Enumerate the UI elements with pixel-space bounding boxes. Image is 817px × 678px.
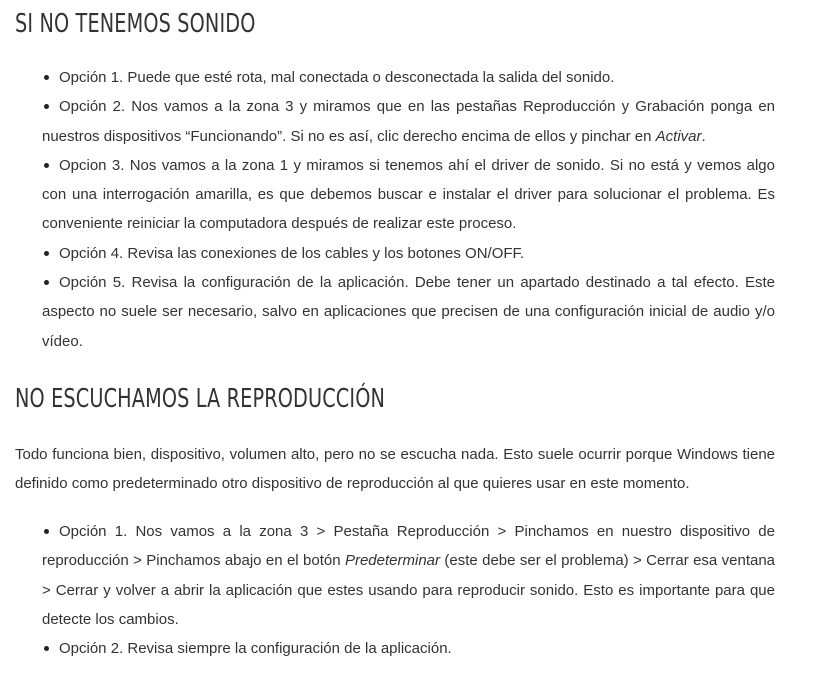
list-item bbox=[42, 517, 775, 634]
intro-paragraph: Todo funciona bien, dispositivo, volumen alto, pero no se escucha nada. Esto suele ocurrir porque Windows tiene definido como predeterminado otro dispositivo de reproducción al que quieres usar en este momento. bbox=[15, 446, 775, 493]
list-item bbox=[42, 268, 775, 356]
option-list-no-sound bbox=[42, 63, 775, 356]
list-item-text: Opción 1. Puede que esté rota, mal conectada o desconectada la salida del sonido. bbox=[59, 69, 615, 86]
list-item-text: Opción 2. Revisa siempre la configuración de la aplicación. bbox=[59, 640, 452, 658]
emphasis-text: Predeterminar bbox=[344, 552, 440, 570]
emphasis-text: Activar bbox=[655, 127, 702, 145]
list-item-text: Opción 1. Nos vamos a la zona 3 > Pestaña Reproducción > Pinchamos en nuestro dispositivo de reproducción > Pinchamos abajo en el botón bbox=[42, 523, 775, 570]
list-item-text: Opción 2. Nos vamos a la zona 3 y miramos que en las pestañas Reproducción y Grabación ponga en nuestros dispositivos “Funcionando”. Si no es así, clic derecho encima de ellos y pinchar en bbox=[42, 98, 775, 145]
bullet-icon bbox=[44, 251, 49, 256]
option-list-no-playback bbox=[42, 517, 775, 663]
section-heading-no-playback: NO ESCUCHAMOS LA REPRODUCCIÓN bbox=[15, 384, 386, 414]
bullet-icon bbox=[44, 646, 49, 651]
bullet-icon bbox=[44, 75, 49, 80]
list-item-text: Opción 4. Revisa las conexiones de los cables y los botones ON/OFF. bbox=[59, 244, 525, 262]
list-item-text: Opción 5. Revisa la configuración de la aplicación. Debe tener un apartado destinado a tal efecto. Este aspecto no suele ser necesario, salvo en aplicaciones que precisen de una configuración inicial de audio y/o vídeo. bbox=[42, 274, 775, 350]
bullet-icon bbox=[44, 163, 49, 168]
section-heading-no-sound: SI NO TENEMOS SONIDO bbox=[15, 9, 256, 39]
list-item bbox=[42, 63, 775, 92]
list-item-text: Opcion 3. Nos vamos a la zona 1 y miramos si tenemos ahí el driver de sonido. Si no está y vemos algo con una interrogación amarilla, es que debemos buscar e instalar el driver para solucionar el problema. Es conveniente reiniciar la computadora después de realizar este proceso. bbox=[42, 156, 775, 233]
bullet-icon bbox=[44, 104, 49, 109]
bullet-icon bbox=[44, 529, 49, 534]
list-item bbox=[42, 239, 775, 268]
list-item bbox=[42, 92, 775, 151]
list-item bbox=[42, 634, 775, 663]
list-item-text-end: (este debe ser el problema) > Cerrar esa ventana > Cerrar y volver a abrir la aplicación que estes usando para reproducir sonido. Esto es importante para que detecte los cambios. bbox=[42, 552, 776, 628]
list-item-text-end: . bbox=[701, 127, 706, 145]
list-item bbox=[42, 151, 775, 239]
bullet-icon bbox=[44, 280, 49, 285]
